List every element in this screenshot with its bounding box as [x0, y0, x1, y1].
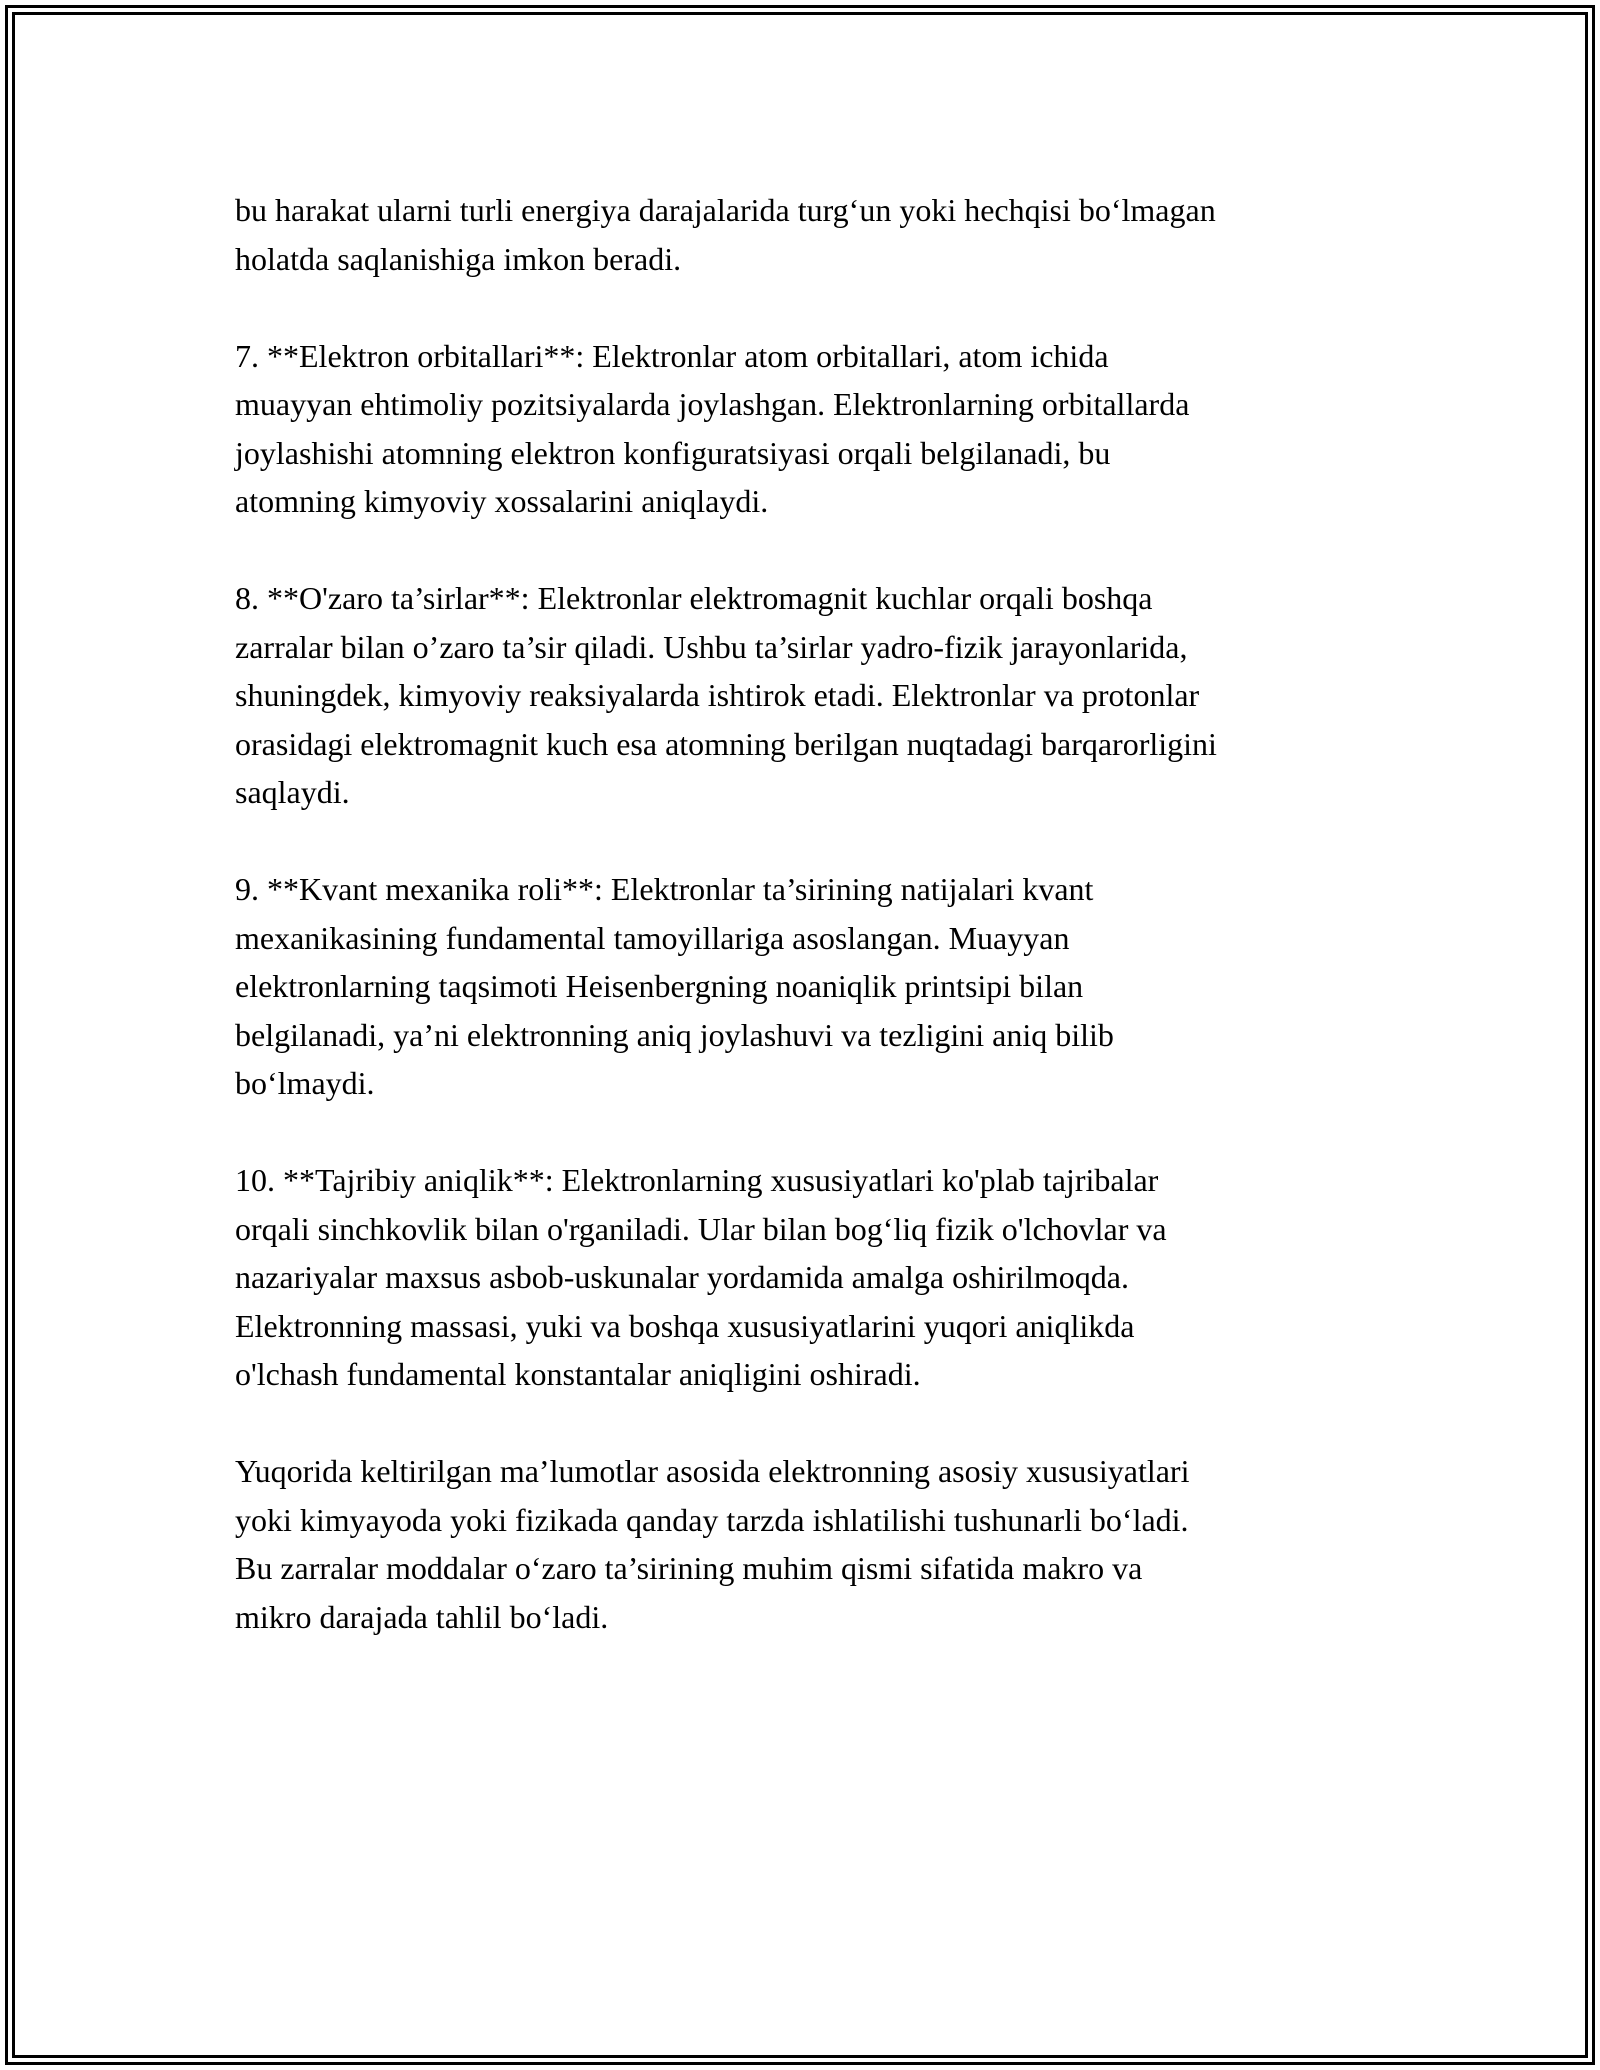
paragraph-item-7: [235, 332, 1395, 526]
document-body: [235, 186, 1395, 1690]
text-line: 7. **Elektron orbitallari**: Elektronlar atom orbitallari, atom ichida: [235, 337, 1109, 374]
text-line: atomning kimyoviy xossalarini aniqlaydi.: [235, 483, 769, 519]
text-line: muayyan ehtimoliy pozitsiyalarda joylashgan. Elektronlarning orbitallarda: [235, 386, 1190, 422]
text-line: elektronlarning taqsimoti Heisenbergning noaniqlik printsipi bilan: [235, 968, 1084, 1004]
text-line: 9. **Kvant mexanika roli**: Elektronlar ta’sirining natijalari kvant: [235, 871, 1094, 907]
text-line: yoki kimyayoda yoki fizikada qanday tarzda ishlatilishi tushunarli bo‘ladi.: [235, 1501, 1189, 1538]
text-line: bu harakat ularni turli energiya darajalarida turg‘un yoki hechqisi bo‘lmagan: [235, 192, 1216, 228]
text-line: belgilanadi, ya’ni elektronning aniq joylashuvi va tezligini aniq bilib: [235, 1016, 1114, 1053]
text-line: 10. **Tajribiy aniqlik**: Elektronlarning xususiyatlari ko'plab tajribalar: [235, 1162, 1159, 1198]
paragraph-continuation: [235, 186, 1395, 283]
paragraph-item-10: [235, 1156, 1395, 1399]
text-line: joylashishi atomning elektron konfiguratsiyasi orqali belgilanadi, bu: [235, 434, 1111, 471]
paragraph-item-8: [235, 574, 1395, 817]
text-line: Elektronning massasi, yuki va boshqa xususiyatlarini yuqori aniqlikda: [235, 1307, 1135, 1344]
text-line: o'lchash fundamental konstantalar aniqligini oshiradi.: [235, 1356, 921, 1392]
text-line: mikro darajada tahlil bo‘ladi.: [235, 1598, 609, 1635]
text-line: Bu zarralar moddalar o‘zaro ta’sirining muhim qismi sifatida makro va: [235, 1550, 1143, 1586]
paragraph-conclusion: [235, 1447, 1395, 1641]
text-line: orasidagi elektromagnit kuch esa atomning berilgan nuqtadagi barqarorligini: [235, 725, 1217, 762]
text-line: orqali sinchkovlik bilan o'rganiladi. Ular bilan bog‘liq fizik o'lchovlar va: [235, 1210, 1167, 1247]
text-line: shuningdek, kimyoviy reaksiyalarda ishtirok etadi. Elektronlar va protonlar: [235, 677, 1200, 713]
text-line: nazariyalar maxsus asbob-uskunalar yordamida amalga oshirilmoqda.: [235, 1259, 1129, 1295]
text-line: saqlaydi.: [235, 774, 350, 810]
text-line: zarralar bilan o’zaro ta’sir qiladi. Ushbu ta’sirlar yadro-fizik jarayonlarida,: [235, 628, 1188, 665]
text-line: 8. **O'zaro ta’sirlar**: Elektronlar elektromagnit kuchlar orqali boshqa: [235, 580, 1153, 616]
text-line: holatda saqlanishiga imkon beradi.: [235, 240, 682, 277]
text-line: Yuqorida keltirilgan ma’lumotlar asosida elektronning asosiy xususiyatlari: [235, 1453, 1190, 1489]
text-line: mexanikasining fundamental tamoyillariga asoslangan. Muayyan: [235, 919, 1070, 956]
paragraph-item-9: [235, 865, 1395, 1108]
text-line: bo‘lmaydi.: [235, 1065, 375, 1101]
